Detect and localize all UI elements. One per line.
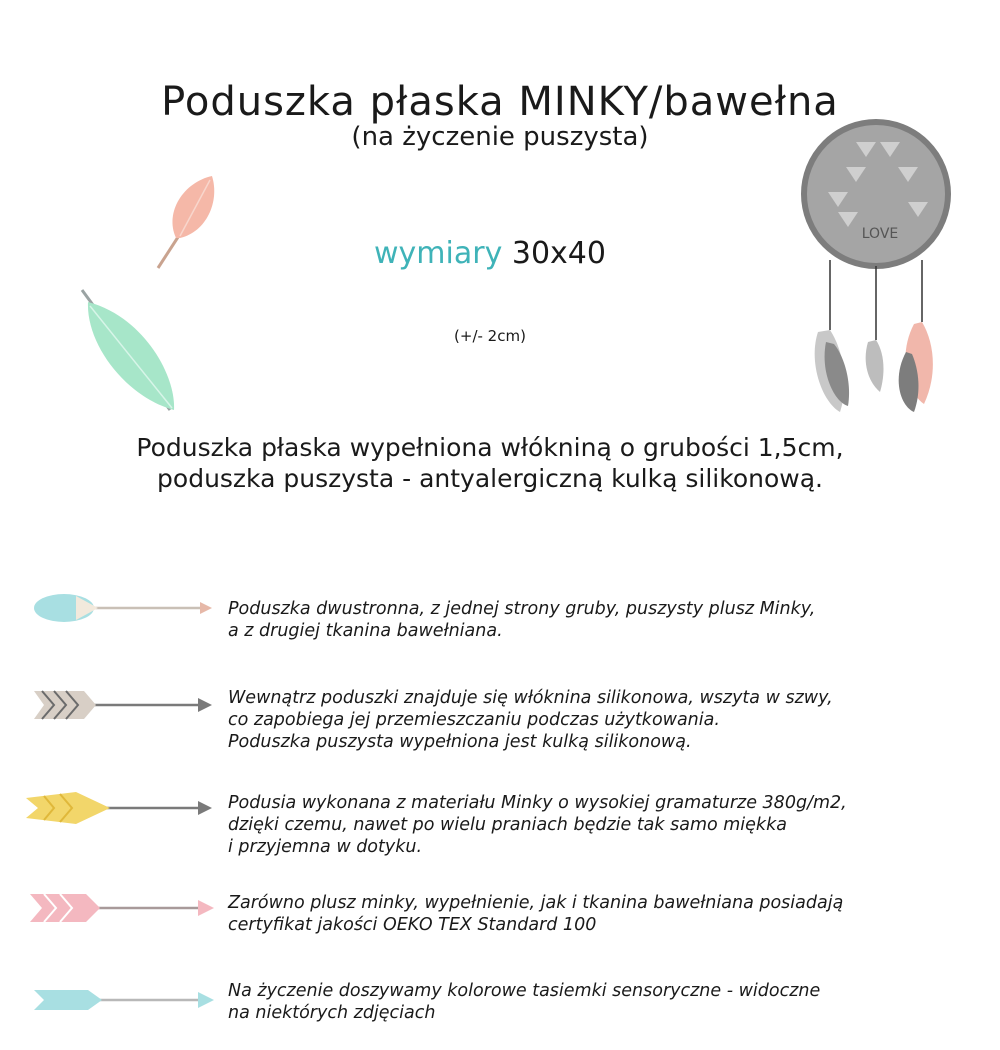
dreamcatcher-illustration: [788, 112, 968, 422]
arrow-icon: [24, 683, 214, 727]
page-title: Poduszka płaska MINKY/bawełna: [161, 78, 839, 125]
mint-feather-icon: [78, 286, 183, 418]
feature-text: Poduszka puszysta wypełniona jest kulką silikonową.: [228, 732, 692, 752]
description-line: poduszka puszysta - antyalergiczną kulką silikonową.: [157, 464, 823, 493]
arrow-icon: [24, 888, 214, 932]
dreamcatcher-label: LOVE: [861, 226, 899, 242]
feature-text: na niektórych zdjęciach: [228, 1003, 436, 1023]
pink-feather-icon: [150, 172, 225, 272]
description-line: Poduszka płaska wypełniona włókniną o grubości 1,5cm,: [136, 433, 844, 462]
dimensions-value: 30x40: [511, 236, 606, 271]
feature-text: dzięki czemu, nawet po wielu praniach będzie tak samo miękka: [228, 815, 787, 835]
feature-text: Wewnątrz poduszki znajduje się włóknina silikonowa, wszyta w szwy,: [228, 688, 833, 708]
feature-text: Podusia wykonana z materiału Minky o wysokiej gramaturze 380g/m2,: [228, 793, 847, 813]
arrow-icon: [24, 980, 214, 1024]
arrow-icon: [24, 590, 214, 634]
dimensions-label: wymiary: [374, 236, 503, 271]
arrow-icon: [24, 788, 214, 832]
feature-text: Zarówno plusz minky, wypełnienie, jak i tkanina bawełniana posiadają: [228, 893, 844, 913]
description: [0, 432, 980, 494]
feature-text: a z drugiej tkanina bawełniana.: [228, 621, 503, 641]
feature-text: i przyjemna w dotyku.: [228, 837, 423, 857]
feature-text: certyfikat jakości OEKO TEX Standard 100: [228, 915, 597, 935]
feature-text: Na życzenie doszywamy kolorowe tasiemki sensoryczne - widoczne: [228, 981, 821, 1001]
feature-text: co zapobiega jej przemieszczaniu podczas użytkowania.: [228, 710, 720, 730]
dimensions-tolerance: (+/- 2cm): [454, 327, 526, 345]
subtitle: (na życzenie puszysta): [351, 122, 649, 152]
feature-text: Poduszka dwustronna, z jednej strony gruby, puszysty plusz Minky,: [228, 599, 816, 619]
